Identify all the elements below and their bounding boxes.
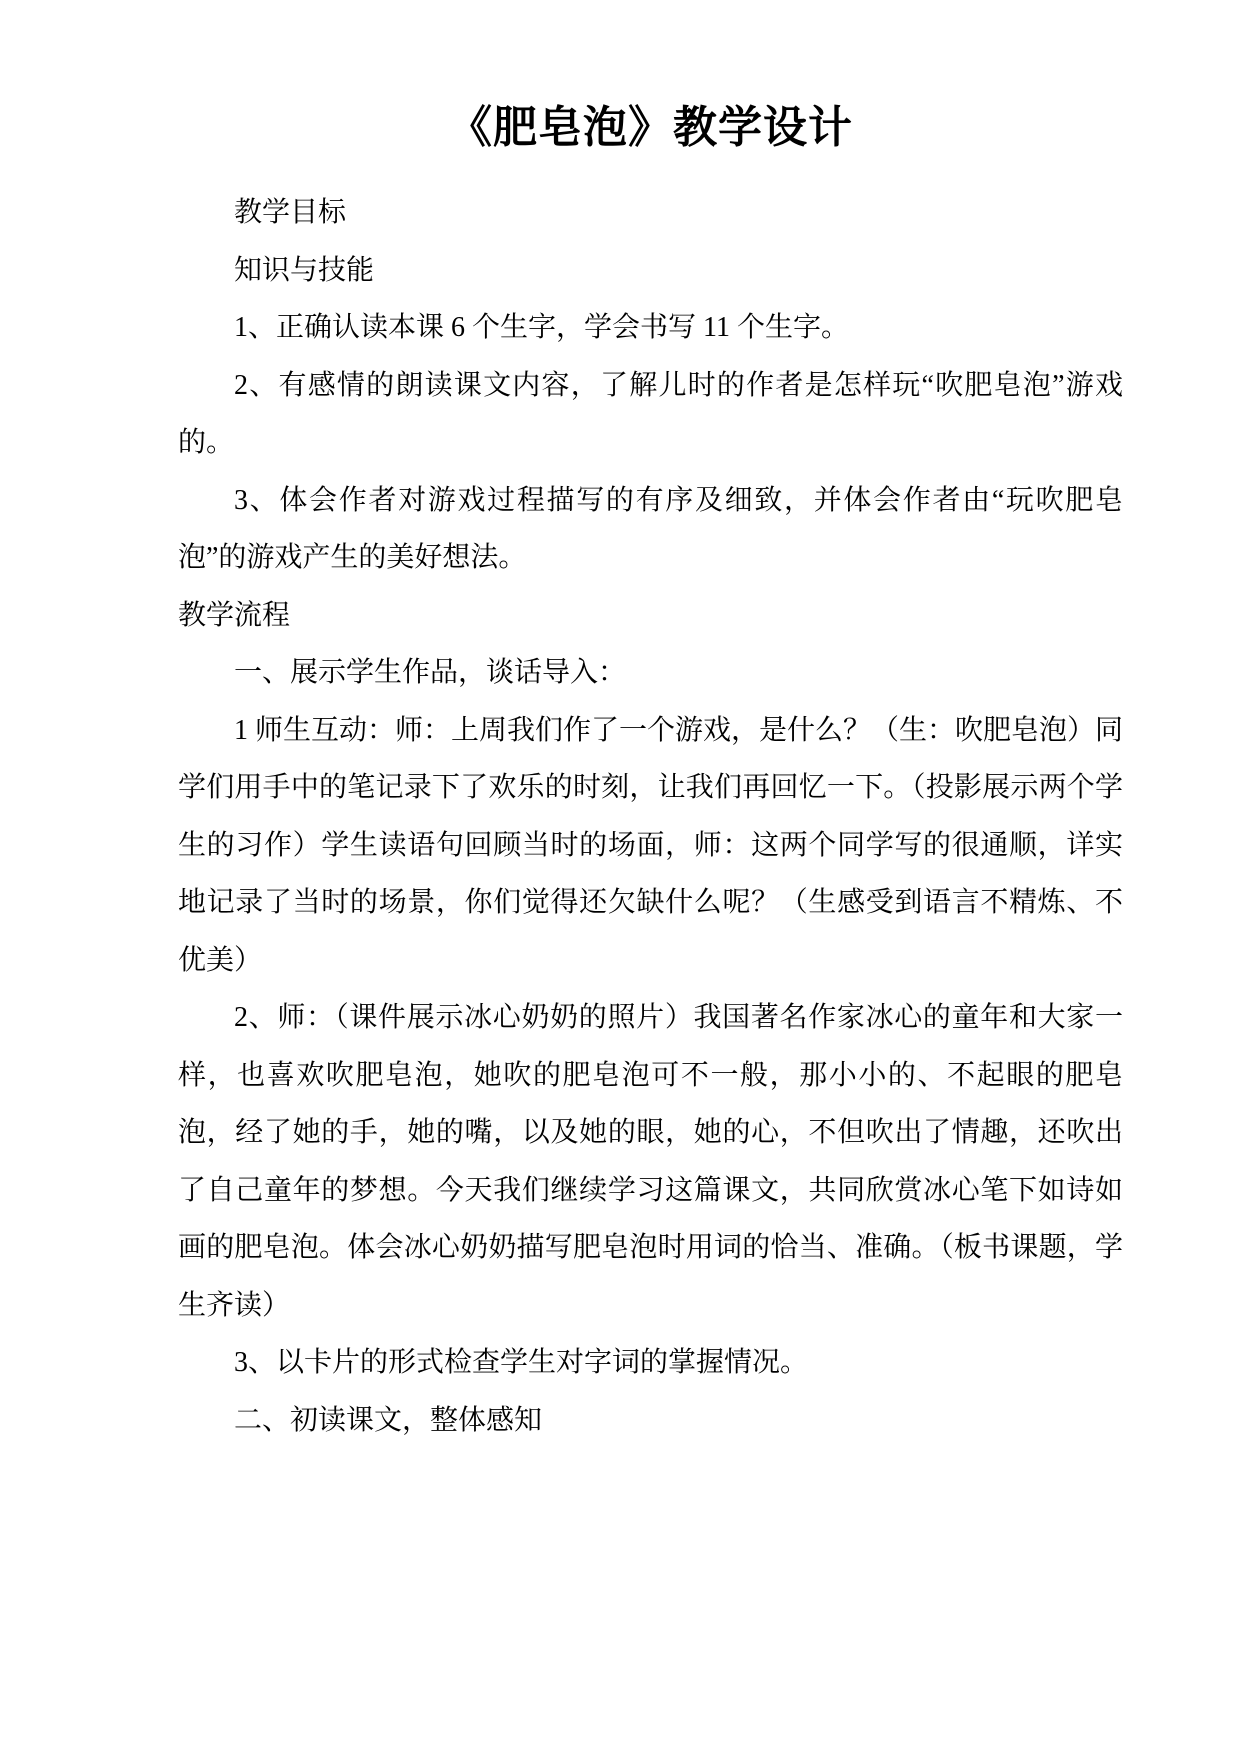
paragraph: 一、展示学生作品，谈话导入： [234,657,627,688]
paragraph: 3、体会作者对游戏过程描写的有序及细致，并体会作者由“玩吹肥皂泡”的游戏产生的美好想法。 [178,484,1123,573]
paragraph: 1 师生互动：师：上周我们作了一个游戏，是什么？（生：吹肥皂泡）同学们用手中的笔记录下了欢乐的时刻，让我们再回忆一下。（投影展示两个学生的习作）学生读语句回顾当时的场面，师：这两个同学写的很通顺，详实地记录了当时的场景，你们觉得还欠缺什么呢？（生感受到语言不精炼、不优美） [178,714,1124,976]
paragraph: 3、以卡片的形式检查学生对字词的掌握情况。 [234,1347,809,1378]
paragraph: 2、师：（课件展示冰心奶奶的照片）我国著名作家冰心的童年和大家一样，也喜欢吹肥皂泡，她吹的肥皂泡可不一般，那小小的、不起眼的肥皂泡，经了她的手，她的嘴，以及她的眼，她的心，不但吹出了情趣，还吹出了自己童年的梦想。今天我们继续学习这篇课文，共同欣赏冰心笔下如诗如画的肥皂泡。体会冰心奶奶描写肥皂泡时用词的恰当、准确。（板书课题，学生齐读） [178,1002,1123,1321]
document-body [178,184,1123,1449]
document-title: 《肥皂泡》教学设计 [448,103,853,152]
paragraph: 1、正确认读本课 6 个生字，学会书写 11 个生字。 [234,312,849,343]
paragraph: 教学目标 [234,197,347,228]
paragraph: 知识与技能 [234,254,375,286]
paragraph: 二、初读课文，整体感知 [234,1404,543,1436]
paragraph: 2、有感情的朗读课文内容，了解儿时的作者是怎样玩“吹肥皂泡”游戏的。 [178,369,1123,458]
paragraph: 教学流程 [178,599,291,631]
